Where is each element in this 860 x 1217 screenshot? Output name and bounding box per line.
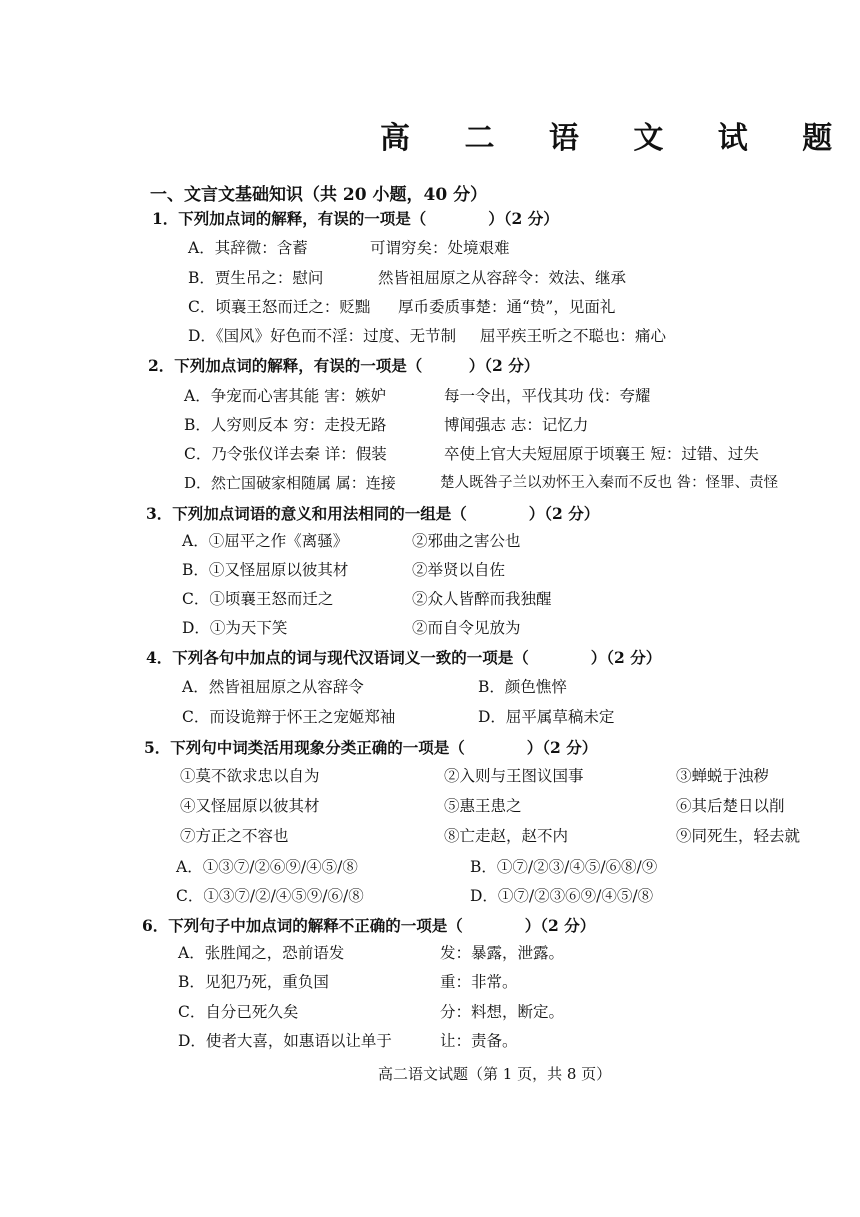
q6-option-a-note: 发：暴露，泄露。: [440, 944, 565, 962]
q2-option-b-second: 博闻强志 志：记忆力: [444, 416, 589, 434]
question-4-stem: 4．下列各句中加点的词与现代汉语词义一致的一项是（ ）（2 分）: [146, 648, 662, 667]
q5-option-d: D．①⑦/②③⑥⑨/④⑤/⑧: [470, 887, 654, 905]
q1-option-c: C．顷襄王怒而迁之：贬黜: [188, 298, 371, 316]
question-1-stem: 1．下列加点词的解释，有误的一项是（ ）（2 分）: [152, 209, 559, 228]
q5-item-4: ④又怪屈原以彼其材: [180, 797, 320, 815]
q2-option-b: B．人穷则反本 穷：走投无路: [184, 416, 387, 434]
q4-option-d: D．屈平属草稿未定: [478, 708, 615, 726]
q3-option-a: A．①屈平之作《离骚》: [182, 532, 349, 550]
page-footer: 高二语文试题（第 1 页，共 8 页）: [378, 1065, 612, 1083]
q5-item-2: ②入则与王图议国事: [444, 767, 584, 785]
q6-option-b: B．见犯乃死，重负国: [178, 973, 329, 991]
q4-option-c: C．而设诡辩于怀王之宠姬郑袖: [182, 708, 396, 726]
q6-option-b-note: 重：非常。: [440, 973, 518, 991]
q1-option-d-second: 屈平疾王听之不聪也：痛心: [480, 327, 667, 345]
q6-option-d-note: 让：责备。: [440, 1032, 518, 1050]
q5-item-9: ⑨同死生，轻去就: [676, 827, 801, 845]
q5-option-b: B．①⑦/②③/④⑤/⑥⑧/⑨: [470, 858, 658, 876]
q1-option-c-second: 厚币委质事楚：通“贽”，见面礼: [398, 298, 616, 316]
question-6-stem: 6．下列句子中加点词的解释不正确的一项是（ ）（2 分）: [142, 916, 596, 935]
q5-item-6: ⑥其后楚日以削: [676, 797, 785, 815]
q5-item-3: ③蝉蜕于浊秽: [676, 767, 770, 785]
question-2-stem: 2．下列加点词的解释，有误的一项是（ ）（2 分）: [148, 356, 540, 375]
q1-option-a-second: 可谓穷矣：处境艰难: [370, 239, 510, 257]
q1-option-a: A．其辞微：含蓄: [188, 239, 308, 257]
q2-option-a-second: 每一令出，平伐其功 伐：夸耀: [444, 387, 651, 405]
q2-option-d: D．然亡国破家相随属 属：连接: [184, 474, 396, 492]
q6-option-a: A．张胜闻之，恐前语发: [178, 944, 345, 962]
question-3-stem: 3．下列加点词语的意义和用法相同的一组是（ ）（2 分）: [146, 504, 600, 523]
q3-option-d-second: ②而自令见放为: [412, 619, 521, 637]
q2-option-c-second: 卒使上官大夫短屈原于顷襄王 短：过错、过失: [444, 445, 759, 463]
q4-option-a: A．然皆祖屈原之从容辞令: [182, 678, 364, 696]
q3-option-b-second: ②举贤以自佐: [412, 561, 506, 579]
q3-option-c: C．①顷襄王怒而迁之: [182, 590, 334, 608]
q5-option-c: C．①③⑦/②/④⑤⑨/⑥/⑧: [176, 887, 364, 905]
q5-option-a: A．①③⑦/②⑥⑨/④⑤/⑧: [176, 858, 358, 876]
q1-option-b: B．贾生吊之：慰问: [188, 269, 324, 287]
page-title: 高 二 语 文 试 题: [380, 121, 855, 156]
q3-option-c-second: ②众人皆醉而我独醒: [412, 590, 552, 608]
q4-option-b: B．颜色憔悴: [478, 678, 567, 696]
q1-option-b-second: 然皆祖屈原之从容辞令：效法、继承: [378, 269, 627, 287]
q5-item-8: ⑧亡走赵，赵不内: [444, 827, 569, 845]
question-5-stem: 5．下列句中词类活用现象分类正确的一项是（ ）（2 分）: [144, 738, 598, 757]
q2-option-d-second: 楚人既咎子兰以劝怀王入秦而不反也 咎：怪罪、责怪: [440, 475, 779, 491]
q3-option-b: B．①又怪屈原以彼其材: [182, 561, 349, 579]
q2-option-c: C．乃令张仪详去秦 详：假装: [184, 445, 387, 463]
q6-option-d: D．使者大喜，如惠语以让单于: [178, 1032, 392, 1050]
q6-option-c-note: 分：料想，断定。: [440, 1003, 565, 1021]
q3-option-a-second: ②邪曲之害公也: [412, 532, 521, 550]
section-heading: 一、文言文基础知识（共 20 小题，40 分）: [150, 185, 488, 205]
q5-item-5: ⑤惠王患之: [444, 797, 522, 815]
q3-option-d: D．①为天下笑: [182, 619, 288, 637]
q1-option-d: D．《国风》好色而不淫：过度、无节制: [188, 327, 457, 345]
q6-option-c: C．自分已死久矣: [178, 1003, 299, 1021]
q2-option-a: A．争宠而心害其能 害：嫉妒: [184, 387, 387, 405]
q5-item-1: ①莫不欲求忠以自为: [180, 767, 320, 785]
q5-item-7: ⑦方正之不容也: [180, 827, 289, 845]
